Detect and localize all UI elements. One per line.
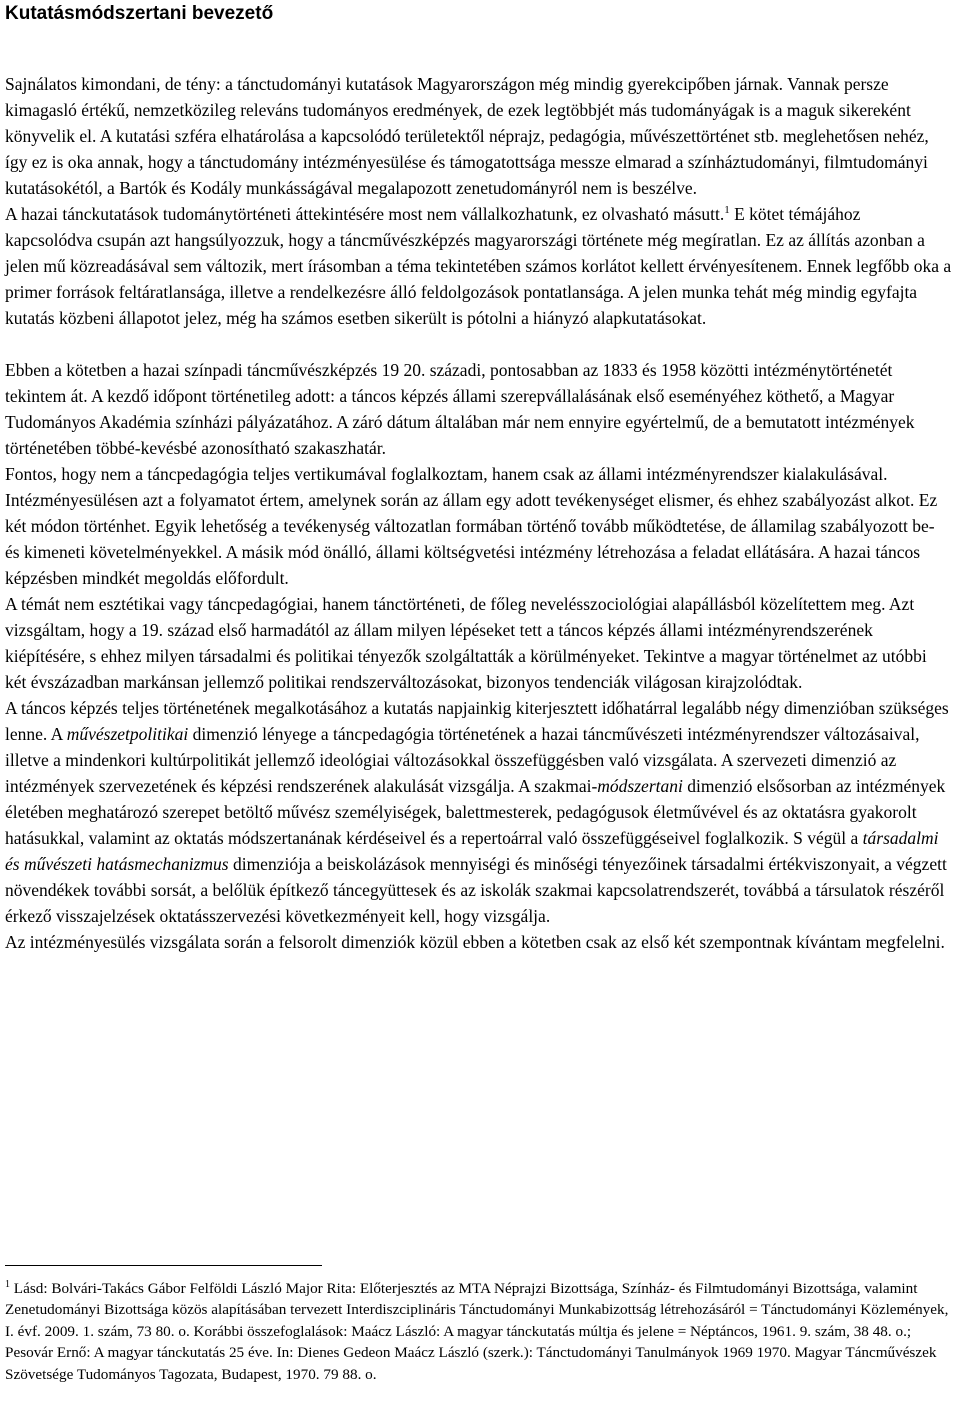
footnote-text: Lásd: Bolvári-Takács Gábor Felföldi László Major Rita: Előterjesztés az MTA Néprajzi Bizottsága, Színház- és Filmtudományi Bizottsága, valamint Zenetudományi Bizottsága közös alapításában tervezett Interdiszciplináris Tánctudományi Munkabizottság létrehozásáról = Tánctudományi Közlemények, I. évf. 2009. 1. szám, 73 80. o. Korábbi összefoglalások: Maácz László: A magyar tánckutatás múltja és jelene = Néptáncos, 1961. 9. szám, 38 48. o.; Pesovár Ernő: A magyar tánckutatás 25 éve. In: Dienes Gedeon Maácz László (szerk.): Tánctudományi Tanulmányok 1969 1970. Magyar Táncművészek Szövetsége Tudományos Tagozata, Budapest, 1970. 79 88. o. (5, 1280, 949, 1383)
paragraph-conclusion: Az intézményesülés vizsgálata során a felsorolt dimenziók közül ebben a kötetben csak az első két szempontnak kívántam megfelelni. (5, 932, 945, 952)
body-text (5, 71, 952, 955)
paragraph-research-history (5, 201, 952, 331)
dimension-social-impact: társadalmi és művészeti hatásmechanizmus (5, 828, 939, 874)
paragraph-approach: A témát nem esztétikai vagy táncpedagógiai, hanem tánctörténeti, de főleg nevelésszociológiai alapállásból közelítettem meg. Azt vizsgáltam, hogy a 19. század első harmadától az állam milyen lépéseket tett a táncos képzés állami intézményrendszerének kiépítésére, s ehhez milyen társadalmi és politikai tényezők szolgáltatták a körülményeket. Tekintve a magyar történelmet az utóbbi két évszázadban markánsan jellemző politikai rendszerváltozásokat, bizonyos tendenciák világosan kirajzolódtak. (5, 594, 927, 692)
paragraph-institutionalization: Fontos, hogy nem a táncpedagógia teljes vertikumával foglalkoztam, hanem csak az állami intézményrendszer kialakulásával. Intézményesülésen azt a folyamatot értem, amelynek során az állam egy adott tevékenységet elismer, és ehhez szabályozást alkot. Ez két módon történhet. Egyik lehetőség a tevékenység változatlan formában történő tovább működtetése, de államilag szabályozott be- és kimeneti követelményekkel. A másik mód önálló, állami költségvetési intézmény létrehozása a feladat ellátására. A hazai táncos képzésben mindkét megoldás előfordult. (5, 464, 938, 588)
footnote-divider (5, 1265, 322, 1266)
paragraph-intro: Sajnálatos kimondani, de tény: a tánctudományi kutatások Magyarországon még mindig gyerekcipőben járnak. Vannak persze kimagasló értékű, nemzetközileg releváns tudományos eredmények, de ezek legtöbbjét más tudományágak is a maguk sikereként könyvelik el. A kutatási szféra elhatárolása a kapcsolódó területektől néprajz, pedagógia, művészettörténet stb. meglehetősen nehéz, így ez is oka annak, hogy a tánctudomány intézményesülése és támogatottsága messze elmarad a színháztudományi, filmtudományi kutatásokétól, a Bartók és Kodály munkásságával megalapozott zenetudományról nem is beszélve. (5, 74, 929, 198)
footnote-reference[interactable]: 1 (724, 204, 730, 217)
dimension-methodology: módszertani (597, 776, 683, 796)
paragraph-research-history-start: A hazai tánckutatások tudománytörténeti áttekintésére most nem vállalkozhatunk, ez olvasható másutt. (5, 204, 725, 224)
dimensions-text-3: dimenzió elsősorban az intézmények életében meghatározó szerepet betöltő művész személyiségek, balettmesterek, pedagógusok életművével és az oktatásra gyakorolt hatásukkal, valamint az oktatás módszertanának kérdéseivel és a repertoárral való összefüggéseivel foglalkozik. S végül a (5, 776, 946, 848)
dimensions-text-1: A táncos képzés teljes történetének megalkotásához a kutatás napjainkig kiterjesztett időhatárral legalább négy dimenzióban szükséges lenne. A (5, 698, 949, 744)
paragraph-research-history-rest: E kötet témájához kapcsolódva csupán azt hangsúlyozzuk, hogy a táncművészképzés magyarországi története még megíratlan. Ez az állítás azonban a jelen mű közreadásával sem változik, mert írásomban a téma tekintetében számos korlátot kellett érvényesítenem. Ennek legfőbb oka a primer források feltáratlansága, illetve a rendelkezésre álló feldolgozások pontatlansága. A jelen munka tehát még mindig egyfajta kutatás közbeni állapotot jelez, még ha számos esetben sikerült is pótolni a hiányzó alapkutatásokat. (5, 204, 952, 328)
paragraph-dimensions (5, 695, 952, 929)
dimension-art-policy: művészetpolitikai (66, 724, 189, 744)
footnote-marker: 1 (5, 1278, 10, 1290)
dimensions-text-2: dimenzió lényege a táncpedagógia történetének a hazai táncművészeti intézményrendszer változásaival, illetve a mindenkori kultúrpolitikát jellemző ideológiai változásokkal összefüggésben való vizsgálata. A szervezeti dimenzió az intézmények szervezetének és képzési rendszerének alakulását vizsgálja. A szakmai- (5, 724, 920, 796)
footnote (5, 1278, 955, 1385)
page-title: Kutatásmódszertani bevezető (5, 3, 274, 24)
dimensions-text-4: dimenziója a beiskolázások mennyiségi és minőségi tényezőinek társadalmi értékviszonyait, a végzett növendékek további sorsát, a belőlük építkező táncegyüttesek és az iskolák szakmai kapcsolatrendszerét, továbbá a társulatok részéről érkező visszajelzések oktatásszervezési következményeit kell, hogy vizsgálja. (5, 854, 947, 926)
paragraph-scope: Ebben a kötetben a hazai színpadi táncművészképzés 19 20. századi, pontosabban az 1833 és 1958 közötti intézménytörténetét tekintem át. A kezdő időpont történetileg adott: a táncos képzés állami szerepvállalásának első eseményéhez köthető, a Magyar Tudományos Akadémia színházi pályázatához. A záró dátum általában már nem ennyire egyértelmű, de a bemutatott intézmények történetében többé-kevésbé azonosítható szakaszhatár. (5, 360, 915, 458)
